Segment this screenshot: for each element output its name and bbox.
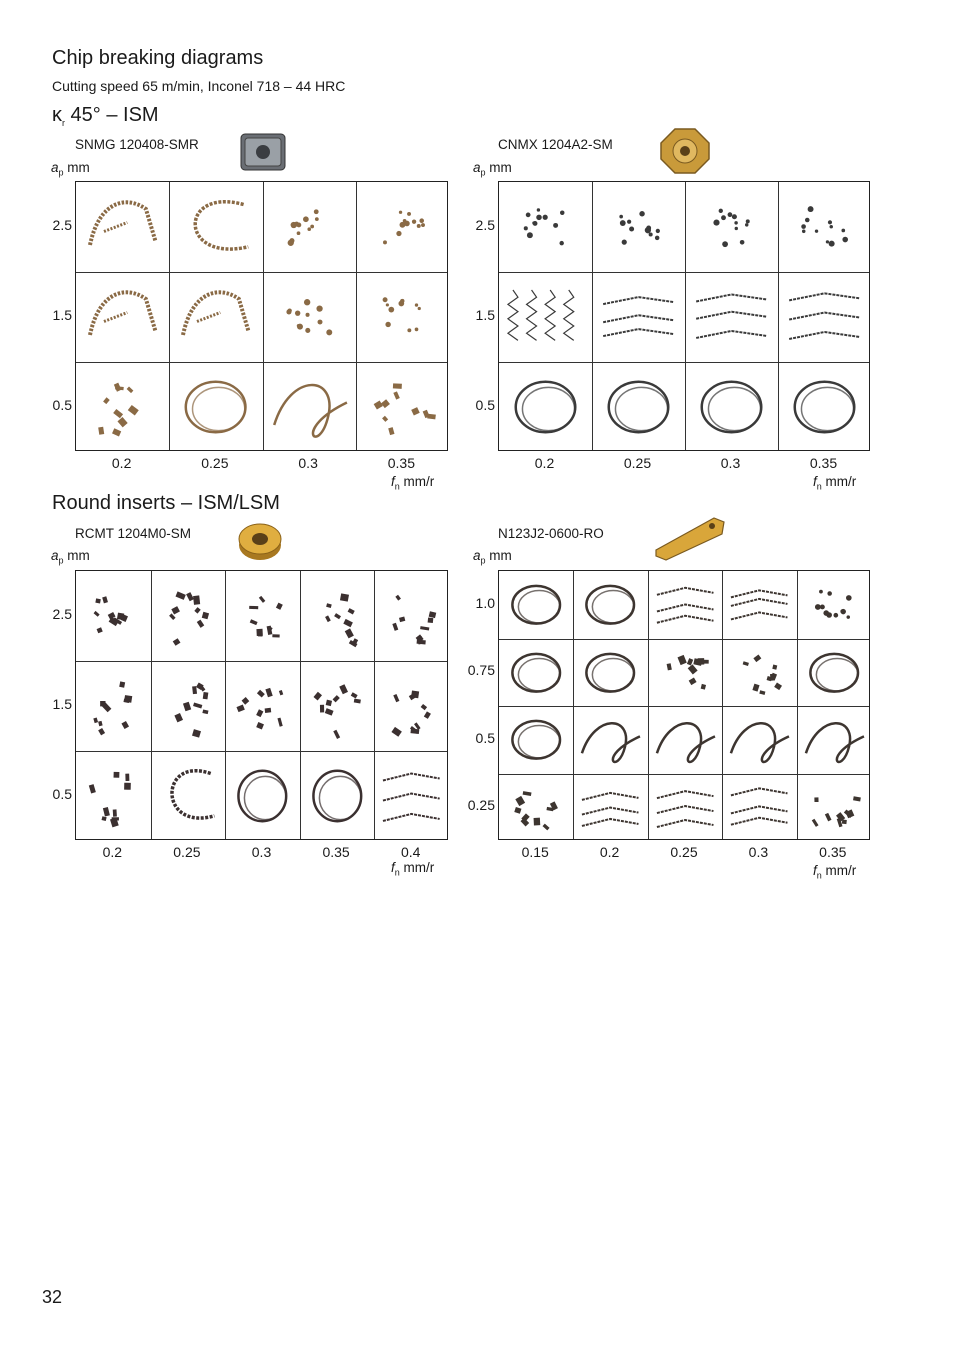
chip-sample-image: [169, 362, 262, 452]
chip-sample-image: [151, 571, 226, 661]
chip-sample-image: [573, 706, 647, 774]
grooving-insert-icon: [652, 512, 728, 564]
axis-symbol: a: [473, 548, 481, 563]
axis-symbol: f: [813, 863, 817, 878]
chip-sample-image: [797, 571, 871, 639]
fn-tick-label: 0.25: [623, 455, 652, 471]
chip-sample-image: [76, 272, 169, 362]
chip-sample-image: [374, 571, 449, 661]
page-subtitle: Cutting speed 65 m/min, Inconel 718 – 44 HRC: [52, 78, 346, 94]
fn-axis-label: [391, 860, 434, 878]
fn-tick-label: 0.2: [102, 844, 123, 860]
chip-sample-image: [499, 182, 592, 272]
chip-sample-image: [356, 182, 449, 272]
section-title-kr45: [52, 104, 159, 128]
axis-unit: mm/r: [821, 863, 857, 878]
chip-sample-image: [685, 362, 778, 452]
product-code: SNMG 120408-SMR: [75, 137, 199, 152]
chip-sample-image: [797, 774, 871, 842]
axis-subscript: p: [58, 555, 64, 566]
chip-sample-image: [573, 639, 647, 707]
fn-tick-label: 0.4: [400, 844, 421, 860]
ap-axis-label: [473, 160, 512, 178]
octagon-insert-icon: [659, 127, 711, 175]
chip-sample-image: [225, 571, 300, 661]
axis-unit: mm/r: [399, 860, 435, 875]
square-insert-icon: [240, 133, 286, 171]
ap-tick-label: 1.5: [52, 696, 72, 712]
chip-sample-image: [263, 362, 356, 452]
axis-subscript: n: [394, 867, 400, 878]
ap-tick-label: 0.25: [467, 797, 495, 814]
chip-grid: [498, 570, 870, 840]
fn-tick-label: 0.35: [819, 844, 847, 860]
chip-sample-image: [169, 272, 262, 362]
fn-tick-label: 0.25: [670, 844, 698, 860]
ap-tick-label: 0.75: [467, 662, 495, 679]
chip-sample-image: [722, 571, 796, 639]
axis-symbol: a: [473, 160, 481, 175]
ap-axis-label: [51, 160, 90, 178]
chip-sample-image: [151, 751, 226, 841]
axis-subscript: n: [394, 481, 400, 492]
chip-grid: [498, 181, 870, 451]
chip-sample-image: [778, 362, 871, 452]
ap-tick-label: 1.0: [475, 594, 495, 611]
chip-sample-image: [499, 362, 592, 452]
chip-sample-image: [76, 661, 151, 751]
chip-grid: [75, 181, 448, 451]
fn-tick-label: 0.3: [298, 455, 318, 471]
chip-sample-image: [76, 571, 151, 661]
chip-sample-image: [685, 182, 778, 272]
fn-tick-label: 0.35: [322, 844, 350, 860]
ap-tick-label: 2.5: [475, 217, 495, 233]
chip-sample-image: [592, 362, 685, 452]
chip-sample-image: [797, 639, 871, 707]
chip-sample-image: [499, 774, 573, 842]
chip-sample-image: [300, 661, 375, 751]
axis-unit: mm: [63, 160, 90, 175]
chip-sample-image: [499, 272, 592, 362]
ap-axis-label: [473, 548, 512, 566]
ap-tick-label: 1.5: [52, 307, 72, 323]
ap-axis-label: [51, 548, 90, 566]
fn-tick-label: 0.2: [111, 455, 132, 471]
chip-sample-image: [592, 182, 685, 272]
chip-sample-image: [225, 661, 300, 751]
chip-sample-image: [225, 751, 300, 841]
fn-axis-label: [391, 474, 434, 492]
product-code: CNMX 1204A2-SM: [498, 137, 613, 152]
fn-tick-label: 0.3: [720, 455, 741, 471]
axis-unit: mm/r: [821, 474, 857, 489]
chip-sample-image: [499, 639, 573, 707]
chip-sample-image: [573, 774, 647, 842]
chip-sample-image: [151, 661, 226, 751]
chip-sample-image: [573, 571, 647, 639]
axis-subscript: p: [480, 555, 486, 566]
fn-tick-label: 0.25: [173, 844, 201, 860]
axis-symbol: a: [51, 160, 59, 175]
ap-tick-label: 1.5: [475, 307, 495, 323]
axis-symbol: f: [391, 474, 395, 489]
chip-sample-image: [778, 182, 871, 272]
fn-tick-label: 0.35: [809, 455, 838, 471]
chip-sample-image: [374, 751, 449, 841]
ap-tick-label: 0.5: [52, 397, 72, 413]
chip-sample-image: [374, 661, 449, 751]
chip-sample-image: [592, 272, 685, 362]
chip-sample-image: [648, 706, 722, 774]
chip-sample-image: [300, 751, 375, 841]
axis-subscript: p: [58, 167, 64, 178]
fn-axis-label: [813, 474, 856, 492]
chip-sample-image: [263, 272, 356, 362]
product-code: N123J2-0600-RO: [498, 526, 604, 541]
chip-sample-image: [76, 751, 151, 841]
chip-sample-image: [263, 182, 356, 272]
section-title-round-inserts: Round inserts – ISM/LSM: [52, 492, 280, 514]
chip-sample-image: [499, 571, 573, 639]
fn-tick-label: 0.35: [387, 455, 415, 471]
chip-sample-image: [499, 706, 573, 774]
axis-unit: mm/r: [399, 474, 435, 489]
chip-sample-image: [778, 272, 871, 362]
kappa-subscript: r: [62, 118, 65, 128]
chip-sample-image: [356, 362, 449, 452]
page-number: 32: [42, 1287, 63, 1307]
section-title-rest: 45° – ISM: [65, 104, 159, 126]
fn-axis-label: [813, 863, 856, 881]
chip-sample-image: [648, 639, 722, 707]
axis-subscript: n: [816, 870, 822, 881]
axis-symbol: f: [391, 860, 395, 875]
ap-tick-label: 0.5: [475, 397, 495, 413]
chip-grid: [75, 570, 448, 840]
chip-sample-image: [722, 774, 796, 842]
axis-symbol: a: [51, 548, 59, 563]
chip-sample-image: [76, 362, 169, 452]
chip-sample-image: [797, 706, 871, 774]
axis-symbol: f: [813, 474, 817, 489]
ap-tick-label: 0.5: [475, 729, 495, 746]
fn-tick-label: 0.2: [534, 455, 555, 471]
fn-tick-label: 0.15: [521, 844, 549, 860]
chip-sample-image: [169, 182, 262, 272]
kappa-symbol: κ: [52, 104, 62, 126]
ap-tick-label: 2.5: [52, 217, 72, 233]
fn-tick-label: 0.3: [748, 844, 769, 860]
chip-sample-image: [722, 639, 796, 707]
fn-tick-label: 0.2: [599, 844, 620, 860]
chip-sample-image: [76, 182, 169, 272]
axis-subscript: n: [816, 481, 822, 492]
fn-tick-label: 0.25: [201, 455, 229, 471]
chip-sample-image: [648, 774, 722, 842]
page-title: Chip breaking diagrams: [52, 47, 264, 69]
axis-unit: mm: [485, 548, 512, 563]
fn-tick-label: 0.3: [251, 844, 272, 860]
axis-unit: mm: [485, 160, 512, 175]
product-code: RCMT 1204M0-SM: [75, 526, 192, 541]
ap-tick-label: 2.5: [52, 606, 72, 622]
chip-sample-image: [648, 571, 722, 639]
axis-subscript: p: [480, 167, 486, 178]
chip-sample-image: [300, 571, 375, 661]
chip-sample-image: [685, 272, 778, 362]
chip-sample-image: [356, 272, 449, 362]
axis-unit: mm: [63, 548, 90, 563]
chip-sample-image: [722, 706, 796, 774]
ap-tick-label: 0.5: [52, 786, 72, 802]
round-insert-icon: [237, 520, 283, 562]
